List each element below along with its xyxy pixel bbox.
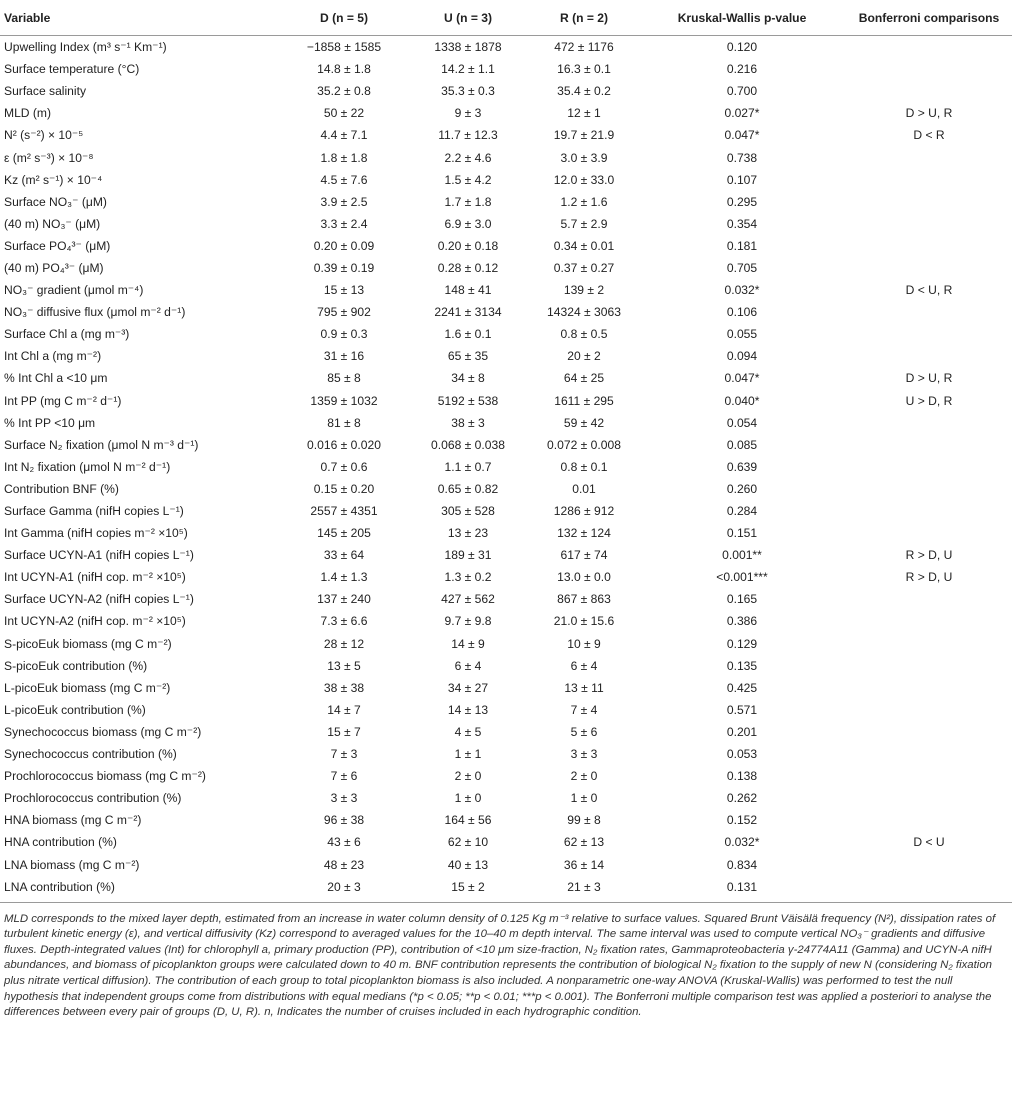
- table-row: [0, 566, 1012, 588]
- p-value-cell: 0.700: [726, 84, 758, 99]
- p-value-cell: 0.151: [726, 526, 758, 541]
- bonferroni-cell: [846, 456, 1012, 478]
- table-row: [0, 809, 1012, 831]
- bonferroni-cell: [846, 36, 1012, 59]
- r-value-cell: 867 ± 863: [557, 592, 611, 607]
- variable-cell: Surface Gamma (nifH copies L⁻¹): [4, 504, 184, 519]
- d-value-cell: 3 ± 3: [330, 791, 358, 806]
- p-value-cell: 0.201: [726, 724, 758, 739]
- u-value-cell: 1.7 ± 1.8: [444, 194, 492, 209]
- r-value-cell: 0.37 ± 0.27: [553, 260, 615, 275]
- r-value-cell: 0.8 ± 0.5: [560, 327, 608, 342]
- d-value-cell: 0.15 ± 0.20: [313, 481, 375, 496]
- bonferroni-cell: [846, 235, 1012, 257]
- d-value-cell: 0.39 ± 0.19: [313, 260, 375, 275]
- u-value-cell: 9 ± 3: [454, 106, 482, 121]
- table-row: [0, 655, 1012, 677]
- table-row: [0, 522, 1012, 544]
- r-value-cell: 0.01: [572, 481, 596, 496]
- bonferroni-cell: [846, 765, 1012, 787]
- header-d: D (n = 5): [282, 0, 406, 36]
- d-value-cell: 1.4 ± 1.3: [320, 570, 368, 585]
- variable-cell: Int N₂ fixation (μmol N m⁻² d⁻¹): [4, 459, 171, 474]
- bonferroni-cell: U > D, R: [905, 393, 953, 408]
- r-value-cell: 2 ± 0: [570, 769, 598, 784]
- table-body: [0, 36, 1012, 898]
- table-row: [0, 456, 1012, 478]
- u-value-cell: 2 ± 0: [454, 769, 482, 784]
- p-value-cell: 0.129: [726, 636, 758, 651]
- bonferroni-cell: R > D, U: [905, 548, 953, 563]
- u-value-cell: 35.3 ± 0.3: [441, 84, 495, 99]
- variable-cell: Surface Chl a (mg m⁻³): [4, 327, 130, 342]
- bonferroni-cell: [846, 588, 1012, 610]
- r-value-cell: 1286 ± 912: [553, 504, 615, 519]
- r-value-cell: 64 ± 25: [563, 371, 605, 386]
- table-row: [0, 677, 1012, 699]
- table-row: [0, 58, 1012, 80]
- table-row: [0, 610, 1012, 632]
- p-value-cell: <0.001***: [716, 570, 768, 585]
- r-value-cell: 13 ± 11: [564, 680, 604, 695]
- d-value-cell: 137 ± 240: [317, 592, 371, 607]
- table-row: [0, 169, 1012, 191]
- u-value-cell: 1338 ± 1878: [434, 40, 502, 55]
- bonferroni-cell: [846, 522, 1012, 544]
- d-value-cell: 0.9 ± 0.3: [320, 327, 368, 342]
- r-value-cell: 21 ± 3: [567, 879, 601, 894]
- p-value-cell: 0.138: [726, 769, 758, 784]
- bonferroni-cell: [846, 323, 1012, 345]
- d-value-cell: 0.20 ± 0.09: [313, 238, 375, 253]
- r-value-cell: 14324 ± 3063: [547, 305, 621, 320]
- variable-cell: ε (m² s⁻³) × 10⁻⁸: [4, 150, 94, 165]
- variable-cell: L-picoEuk contribution (%): [4, 702, 146, 717]
- header-r: R (n = 2): [530, 0, 638, 36]
- variable-cell: Surface NO₃⁻ (μM): [4, 194, 107, 209]
- d-value-cell: 7.3 ± 6.6: [320, 614, 368, 629]
- d-value-cell: 28 ± 12: [323, 636, 365, 651]
- d-value-cell: 3.9 ± 2.5: [320, 194, 368, 209]
- r-value-cell: 5.7 ± 2.9: [560, 216, 608, 231]
- p-value-cell: 0.085: [726, 437, 758, 452]
- u-value-cell: 0.20 ± 0.18: [437, 238, 499, 253]
- p-value-cell: 0.260: [726, 481, 758, 496]
- bonferroni-cell: [846, 146, 1012, 168]
- table-row: [0, 80, 1012, 102]
- r-value-cell: 35.4 ± 0.2: [557, 84, 611, 99]
- r-value-cell: 16.3 ± 0.1: [557, 62, 611, 77]
- table-row: [0, 345, 1012, 367]
- table-row: [0, 831, 1012, 853]
- d-value-cell: 15 ± 13: [323, 283, 365, 298]
- variable-cell: HNA contribution (%): [4, 835, 117, 850]
- p-value-cell: 0.032*: [724, 283, 760, 298]
- table-row: [0, 124, 1012, 146]
- variable-cell: Int Chl a (mg m⁻²): [4, 349, 102, 364]
- bonferroni-cell: D < U, R: [905, 283, 953, 298]
- d-value-cell: 4.5 ± 7.6: [320, 172, 368, 187]
- r-value-cell: 10 ± 9: [567, 636, 601, 651]
- bonferroni-cell: [846, 699, 1012, 721]
- r-value-cell: 3.0 ± 3.9: [560, 150, 608, 165]
- p-value-cell: 0.262: [726, 791, 758, 806]
- u-value-cell: 305 ± 528: [441, 504, 495, 519]
- table-row: [0, 390, 1012, 412]
- d-value-cell: 0.7 ± 0.6: [320, 459, 368, 474]
- p-value-cell: 0.040*: [724, 393, 760, 408]
- p-value-cell: 0.135: [726, 658, 758, 673]
- r-value-cell: 0.8 ± 0.1: [560, 459, 608, 474]
- u-value-cell: 9.7 ± 9.8: [444, 614, 492, 629]
- d-value-cell: 85 ± 8: [327, 371, 361, 386]
- r-value-cell: 1 ± 0: [570, 791, 598, 806]
- u-value-cell: 189 ± 31: [444, 548, 492, 563]
- d-value-cell: 33 ± 64: [323, 548, 365, 563]
- header-kruskal-wallis: Kruskal-Wallis p-value: [638, 0, 846, 36]
- u-value-cell: 1.3 ± 0.2: [444, 570, 492, 585]
- variable-cell: Surface UCYN-A1 (nifH copies L⁻¹): [4, 548, 194, 563]
- variable-cell: Synechococcus biomass (mg C m⁻²): [4, 724, 202, 739]
- table-row: [0, 301, 1012, 323]
- p-value-cell: 0.106: [726, 305, 758, 320]
- p-value-cell: 0.107: [726, 172, 758, 187]
- bonferroni-cell: D > U, R: [905, 106, 953, 121]
- u-value-cell: 148 ± 41: [444, 283, 492, 298]
- u-value-cell: 1.6 ± 0.1: [444, 327, 492, 342]
- p-value-cell: 0.571: [726, 702, 758, 717]
- bonferroni-cell: [846, 191, 1012, 213]
- u-value-cell: 164 ± 56: [444, 813, 492, 828]
- d-value-cell: 48 ± 23: [323, 857, 365, 872]
- bonferroni-cell: [846, 80, 1012, 102]
- variable-cell: Int UCYN-A1 (nifH cop. m⁻² ×10⁵): [4, 570, 186, 585]
- table-row: [0, 500, 1012, 522]
- bonferroni-cell: [846, 853, 1012, 875]
- table-footnote: MLD corresponds to the mixed layer depth, estimated from an increase in water column density of 0.125 Kg m⁻³ relative to surface values. Squared Brunt Väisälä frequency (N²), dissipation rates of turbulent kinetic energy (ε), and vertical diffusivity (Kz) correspond to averaged values for the 10–40 m depth interval. The same interval was used to compute vertical NO₃⁻ gradients and diffusive fluxes. Depth-integrated values (Int) for chlorophyll a, primary production (PP), contribution of <10 μm size-fraction, N₂ fixation rates, Gammaproteobacteria γ-24774A11 (Gamma) and UCYN-A nifH abundances, and biomass of picoplankton groups were calculated down to 40 m. BNF contribution represents the contribution of biological N₂ fixation to the supply of new N (considering N₂ fixation plus nitrate vertical diffusion). The contribution of each group to total picoplankton biomass is also included. A nonparametric one-way ANOVA (Kruskal-Wallis) was performed to test the null hypothesis that independent groups come from distributions with equal medians (*p < 0.05; **p < 0.01; ***p < 0.001). The Bonferroni multiple comparison test was applied a posteriori to analyse the differences between every pair of groups (D, U, R). n, Indicates the number of cruises included in each hydrographic condition.: [4, 912, 996, 1019]
- table-row: [0, 699, 1012, 721]
- p-value-cell: 0.386: [726, 614, 758, 629]
- r-value-cell: 3 ± 3: [570, 747, 598, 762]
- p-value-cell: 0.047*: [724, 128, 760, 143]
- p-value-cell: 0.152: [726, 813, 758, 828]
- u-value-cell: 62 ± 10: [447, 835, 489, 850]
- p-value-cell: 0.027*: [724, 106, 760, 121]
- bonferroni-cell: R > D, U: [905, 570, 953, 585]
- r-value-cell: 1611 ± 295: [554, 393, 614, 408]
- variable-cell: (40 m) NO₃⁻ (μM): [4, 216, 101, 231]
- r-value-cell: 12 ± 1: [567, 106, 601, 121]
- p-value-cell: 0.834: [726, 857, 758, 872]
- d-value-cell: 20 ± 3: [327, 879, 361, 894]
- d-value-cell: 35.2 ± 0.8: [317, 84, 371, 99]
- p-value-cell: 0.032*: [724, 835, 760, 850]
- r-value-cell: 617 ± 74: [560, 548, 608, 563]
- header-u: U (n = 3): [406, 0, 530, 36]
- r-value-cell: 6 ± 4: [570, 658, 598, 673]
- d-value-cell: 7 ± 6: [330, 769, 358, 784]
- u-value-cell: 65 ± 35: [447, 349, 489, 364]
- u-value-cell: 1 ± 1: [454, 747, 482, 762]
- p-value-cell: 0.165: [726, 592, 758, 607]
- variable-cell: Kz (m² s⁻¹) × 10⁻⁴: [4, 172, 103, 187]
- variable-cell: Surface salinity: [4, 84, 87, 99]
- r-value-cell: 12.0 ± 33.0: [553, 172, 615, 187]
- variable-cell: Surface UCYN-A2 (nifH copies L⁻¹): [4, 592, 194, 607]
- d-value-cell: 1359 ± 1032: [310, 393, 378, 408]
- bonferroni-cell: [846, 633, 1012, 655]
- r-value-cell: 139 ± 2: [563, 283, 605, 298]
- p-value-cell: 0.120: [726, 40, 758, 55]
- variable-cell: NO₃⁻ diffusive flux (μmol m⁻² d⁻¹): [4, 305, 186, 320]
- variable-cell: Int PP (mg C m⁻² d⁻¹): [4, 393, 122, 408]
- table-row: [0, 633, 1012, 655]
- variable-cell: LNA biomass (mg C m⁻²): [4, 857, 140, 872]
- variable-cell: Surface N₂ fixation (μmol N m⁻³ d⁻¹): [4, 437, 199, 452]
- r-value-cell: 5 ± 6: [570, 724, 598, 739]
- variable-cell: Int Gamma (nifH copies m⁻² ×10⁵): [4, 526, 188, 541]
- table-row: [0, 412, 1012, 434]
- variable-cell: S-picoEuk biomass (mg C m⁻²): [4, 636, 172, 651]
- variable-cell: HNA biomass (mg C m⁻²): [4, 813, 142, 828]
- bonferroni-cell: [846, 412, 1012, 434]
- bonferroni-cell: D > U, R: [905, 371, 953, 386]
- variable-cell: MLD (m): [4, 106, 52, 121]
- variable-cell: LNA contribution (%): [4, 879, 115, 894]
- r-value-cell: 62 ± 13: [563, 835, 605, 850]
- table-row: [0, 36, 1012, 59]
- u-value-cell: 1.1 ± 0.7: [444, 459, 492, 474]
- variable-cell: Surface temperature (°C): [4, 62, 140, 77]
- bonferroni-cell: [846, 434, 1012, 456]
- u-value-cell: 14.2 ± 1.1: [441, 62, 495, 77]
- r-value-cell: 20 ± 2: [567, 349, 601, 364]
- u-value-cell: 15 ± 2: [451, 879, 485, 894]
- p-value-cell: 0.295: [726, 194, 758, 209]
- u-value-cell: 11.7 ± 12.3: [438, 128, 498, 143]
- d-value-cell: 14 ± 7: [327, 702, 361, 717]
- table-row: [0, 721, 1012, 743]
- variable-cell: S-picoEuk contribution (%): [4, 658, 148, 673]
- bonferroni-cell: [846, 876, 1012, 898]
- variable-cell: L-picoEuk biomass (mg C m⁻²): [4, 680, 171, 695]
- bonferroni-cell: [846, 345, 1012, 367]
- bonferroni-cell: [846, 677, 1012, 699]
- d-value-cell: 795 ± 902: [317, 305, 371, 320]
- r-value-cell: 99 ± 8: [567, 813, 601, 828]
- bonferroni-cell: [846, 58, 1012, 80]
- p-value-cell: 0.131: [726, 879, 758, 894]
- r-value-cell: 0.34 ± 0.01: [553, 238, 615, 253]
- u-value-cell: 1 ± 0: [454, 791, 482, 806]
- table-row: [0, 588, 1012, 610]
- table-row: [0, 853, 1012, 875]
- d-value-cell: 31 ± 16: [323, 349, 365, 364]
- d-value-cell: 3.3 ± 2.4: [320, 216, 368, 231]
- r-value-cell: 19.7 ± 21.9: [553, 128, 615, 143]
- table-row: [0, 279, 1012, 301]
- u-value-cell: 2.2 ± 4.6: [444, 150, 492, 165]
- u-value-cell: 4 ± 5: [454, 724, 482, 739]
- d-value-cell: 4.4 ± 7.1: [320, 128, 368, 143]
- p-value-cell: 0.055: [726, 327, 758, 342]
- d-value-cell: 0.016 ± 0.020: [307, 437, 381, 452]
- r-value-cell: 7 ± 4: [570, 702, 598, 717]
- u-value-cell: 14 ± 9: [451, 636, 485, 651]
- table-row: [0, 765, 1012, 787]
- p-value-cell: 0.047*: [724, 371, 760, 386]
- p-value-cell: 0.094: [726, 349, 758, 364]
- r-value-cell: 1.2 ± 1.6: [560, 194, 608, 209]
- table-row: [0, 213, 1012, 235]
- u-value-cell: 0.068 ± 0.038: [431, 437, 505, 452]
- bonferroni-cell: D < U: [913, 835, 945, 850]
- d-value-cell: 81 ± 8: [327, 415, 361, 430]
- variable-cell: NO₃⁻ gradient (μmol m⁻⁴): [4, 283, 144, 298]
- variable-cell: N² (s⁻²) × 10⁻⁵: [4, 128, 84, 143]
- r-value-cell: 472 ± 1176: [554, 40, 614, 55]
- u-value-cell: 38 ± 3: [451, 415, 485, 430]
- table-row: [0, 367, 1012, 389]
- u-value-cell: 40 ± 13: [447, 857, 489, 872]
- u-value-cell: 0.28 ± 0.12: [437, 260, 499, 275]
- table-row: [0, 876, 1012, 898]
- r-value-cell: 0.072 ± 0.008: [547, 437, 621, 452]
- d-value-cell: 96 ± 38: [323, 813, 365, 828]
- variable-cell: Synechococcus contribution (%): [4, 747, 177, 762]
- bonferroni-cell: [846, 500, 1012, 522]
- variable-cell: Surface PO₄³⁻ (μM): [4, 238, 111, 253]
- r-value-cell: 36 ± 14: [563, 857, 605, 872]
- d-value-cell: 15 ± 7: [327, 724, 361, 739]
- variable-cell: % Int PP <10 μm: [4, 415, 96, 430]
- bonferroni-cell: [846, 257, 1012, 279]
- d-value-cell: 50 ± 22: [323, 106, 365, 121]
- d-value-cell: −1858 ± 1585: [306, 40, 382, 55]
- r-value-cell: 132 ± 124: [557, 526, 611, 541]
- r-value-cell: 13.0 ± 0.0: [557, 570, 611, 585]
- r-value-cell: 59 ± 42: [563, 415, 605, 430]
- p-value-cell: 0.425: [726, 680, 758, 695]
- bonferroni-cell: [846, 809, 1012, 831]
- u-value-cell: 6.9 ± 3.0: [444, 216, 492, 231]
- bonferroni-cell: [846, 213, 1012, 235]
- u-value-cell: 34 ± 27: [447, 680, 489, 695]
- bonferroni-cell: [846, 301, 1012, 323]
- p-value-cell: 0.705: [726, 260, 758, 275]
- table-row: [0, 257, 1012, 279]
- bonferroni-cell: [846, 787, 1012, 809]
- bonferroni-cell: [846, 610, 1012, 632]
- u-value-cell: 0.65 ± 0.82: [437, 481, 499, 496]
- d-value-cell: 145 ± 205: [317, 526, 371, 541]
- p-value-cell: 0.738: [726, 150, 758, 165]
- p-value-cell: 0.054: [726, 415, 758, 430]
- variable-cell: Upwelling Index (m³ s⁻¹ Km⁻¹): [4, 40, 167, 55]
- p-value-cell: 0.001**: [722, 548, 762, 563]
- u-value-cell: 34 ± 8: [451, 371, 485, 386]
- d-value-cell: 2557 ± 4351: [310, 504, 378, 519]
- r-value-cell: 21.0 ± 15.6: [553, 614, 615, 629]
- d-value-cell: 7 ± 3: [330, 747, 358, 762]
- table-row: [0, 743, 1012, 765]
- bonferroni-cell: [846, 169, 1012, 191]
- header-bonferroni: Bonferroni comparisons: [846, 0, 1012, 36]
- variable-cell: Prochlorococcus contribution (%): [4, 791, 182, 806]
- p-value-cell: 0.639: [726, 459, 758, 474]
- table-row: [0, 191, 1012, 213]
- d-value-cell: 1.8 ± 1.8: [320, 150, 368, 165]
- p-value-cell: 0.354: [726, 216, 758, 231]
- p-value-cell: 0.053: [726, 747, 758, 762]
- bonferroni-cell: [846, 478, 1012, 500]
- table-row: [0, 478, 1012, 500]
- u-value-cell: 2241 ± 3134: [434, 305, 502, 320]
- header-row: [0, 0, 1012, 36]
- bonferroni-cell: [846, 743, 1012, 765]
- variable-cell: % Int Chl a <10 μm: [4, 371, 108, 386]
- d-value-cell: 43 ± 6: [327, 835, 361, 850]
- u-value-cell: 5192 ± 538: [437, 393, 499, 408]
- table-row: [0, 787, 1012, 809]
- table-row: [0, 434, 1012, 456]
- p-value-cell: 0.216: [726, 62, 758, 77]
- p-value-cell: 0.181: [726, 238, 758, 253]
- u-value-cell: 427 ± 562: [441, 592, 495, 607]
- u-value-cell: 6 ± 4: [454, 658, 482, 673]
- table-row: [0, 323, 1012, 345]
- table-row: [0, 102, 1012, 124]
- u-value-cell: 1.5 ± 4.2: [444, 172, 492, 187]
- variable-cell: Contribution BNF (%): [4, 481, 119, 496]
- bonferroni-cell: [846, 655, 1012, 677]
- u-value-cell: 14 ± 13: [447, 702, 489, 717]
- d-value-cell: 38 ± 38: [323, 680, 365, 695]
- variable-cell: Int UCYN-A2 (nifH cop. m⁻² ×10⁵): [4, 614, 186, 629]
- d-value-cell: 13 ± 5: [327, 658, 361, 673]
- p-value-cell: 0.284: [726, 504, 758, 519]
- bonferroni-cell: D < R: [913, 128, 945, 143]
- table-row: [0, 544, 1012, 566]
- variable-cell: Prochlorococcus biomass (mg C m⁻²): [4, 769, 206, 784]
- u-value-cell: 13 ± 23: [447, 526, 489, 541]
- d-value-cell: 14.8 ± 1.8: [317, 62, 371, 77]
- variable-cell: (40 m) PO₄³⁻ (μM): [4, 260, 104, 275]
- bonferroni-cell: [846, 721, 1012, 743]
- table-row: [0, 146, 1012, 168]
- table-row: [0, 235, 1012, 257]
- header-variable: Variable: [0, 0, 282, 36]
